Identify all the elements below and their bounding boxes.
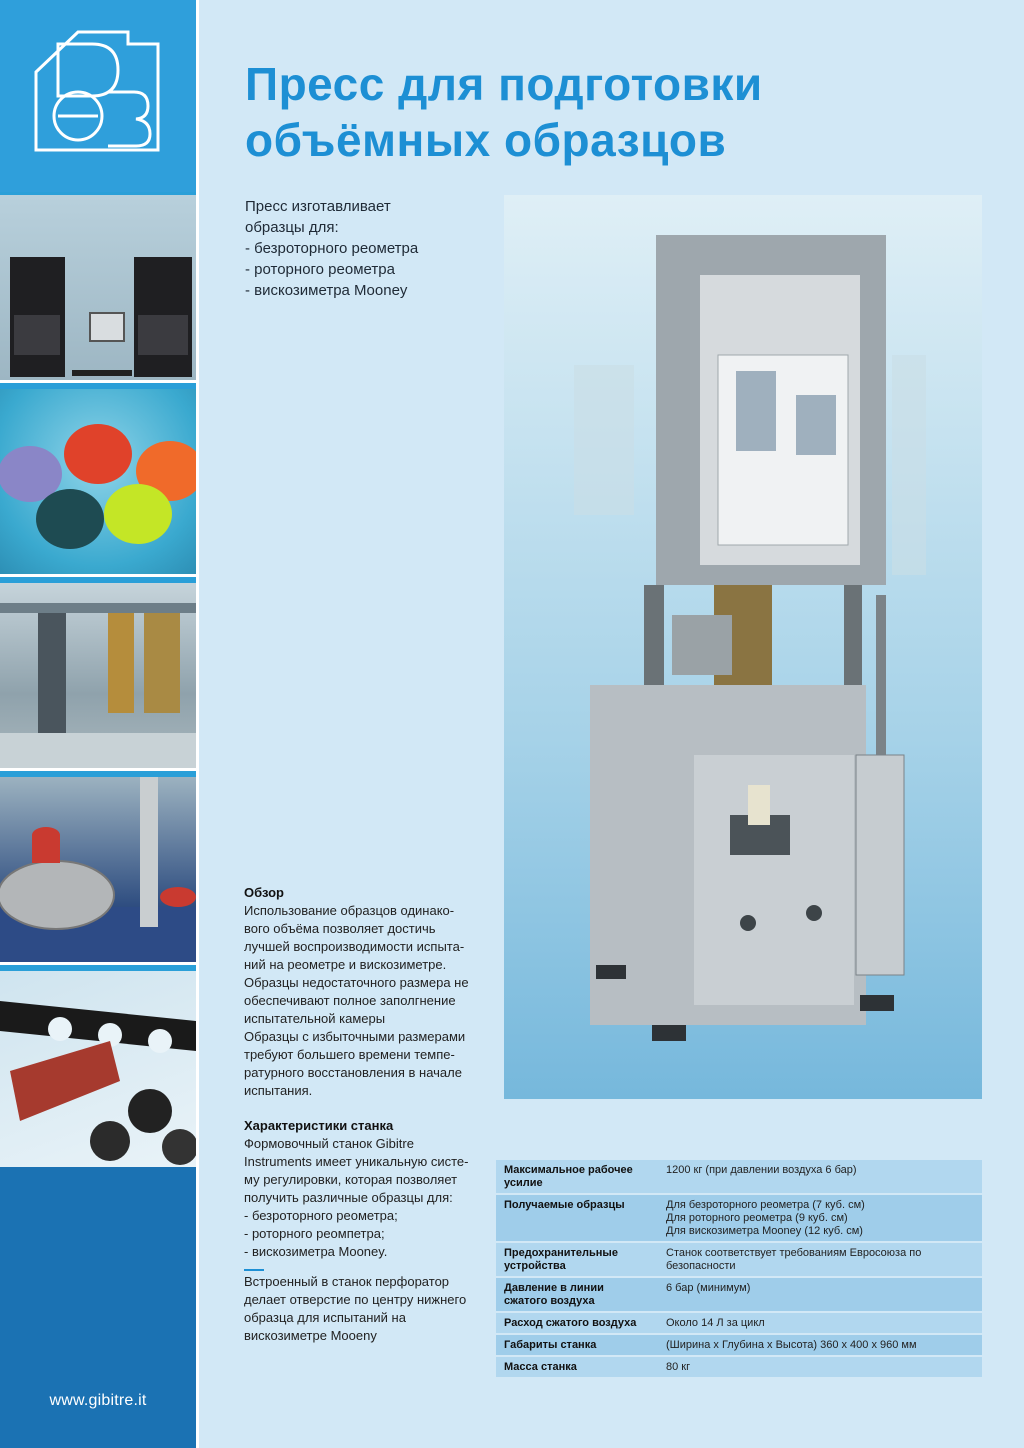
perforator-line: образца для испытаний на	[244, 1310, 406, 1325]
overview-heading: Обзор	[244, 885, 284, 900]
thumbnail-die	[0, 777, 196, 965]
overview-section	[244, 884, 489, 1100]
spec-value-line: Около 14 Л за цикл	[666, 1317, 765, 1329]
thumbnail-instruments	[0, 195, 196, 383]
overview-line: ратурного восстановления в начале	[244, 1065, 462, 1080]
overview-line: требуют большего времени темпе-	[244, 1047, 455, 1062]
intro-line: - вискозиметра Mooney	[245, 282, 408, 299]
spec-key: Получаемые образцы	[496, 1194, 658, 1242]
spec-value	[658, 1356, 982, 1378]
table-row	[496, 1312, 982, 1334]
table-row	[496, 1194, 982, 1242]
spec-key: Габариты станка	[496, 1334, 658, 1356]
overview-line: вого объёма позволяет достичь	[244, 921, 436, 936]
section-rule	[244, 1269, 264, 1271]
spec-value-line: Для вискозиметра Mooney (12 куб. см)	[666, 1225, 863, 1237]
intro-line: - безроторного реометра	[245, 240, 419, 257]
spec-key: Максимальное рабочее усилие	[496, 1160, 658, 1194]
title-line-1: Пресс для подготовки	[245, 58, 763, 110]
overview-body	[244, 902, 489, 1100]
features-line: - роторного реомпетра;	[244, 1226, 385, 1241]
intro-line: - роторного реометра	[245, 261, 395, 278]
features-line: му регулировки, которая позволяет	[244, 1172, 458, 1187]
features-section	[244, 1117, 489, 1345]
thumbnail-press-interior	[0, 583, 196, 771]
perforator-line: вискозиметре Mooeny	[244, 1328, 377, 1343]
features-line: получить различные образцы для:	[244, 1190, 453, 1205]
overview-line: испытания.	[244, 1083, 313, 1098]
spec-value	[658, 1334, 982, 1356]
spec-key: Расход сжатого воздуха	[496, 1312, 658, 1334]
title-line-2: объёмных образцов	[245, 114, 727, 166]
thumbnail-cut-samples	[0, 971, 196, 1167]
spec-value	[658, 1194, 982, 1242]
spec-key: Масса станка	[496, 1356, 658, 1378]
spec-value-line: Станок соответствует требованиям Евросоюза по безопасности	[666, 1247, 922, 1272]
features-line: Формовочный станок Gibitre	[244, 1136, 414, 1151]
features-line: - вискозиметра Mooney.	[244, 1244, 388, 1259]
overview-line: испытательной камеры	[244, 1011, 386, 1026]
table-row	[496, 1277, 982, 1312]
table-row	[496, 1356, 982, 1378]
intro-line: образцы для:	[245, 219, 339, 236]
perforator-body	[244, 1273, 489, 1345]
spec-value	[658, 1242, 982, 1277]
spec-value-line: Для роторного реометра (9 куб. см)	[666, 1212, 848, 1224]
features-line: Instruments имеет уникальную систе-	[244, 1154, 469, 1169]
intro-text	[245, 196, 485, 301]
features-heading: Характеристики станка	[244, 1118, 394, 1133]
features-body	[244, 1135, 489, 1261]
table-row	[496, 1160, 982, 1194]
overview-line: ний на реометре и вискозиметре.	[244, 957, 447, 972]
spec-value-line: 6 бар (минимум)	[666, 1282, 751, 1294]
features-line: - безроторного реометра;	[244, 1208, 398, 1223]
spec-value	[658, 1312, 982, 1334]
overview-line: Использование образцов одинако-	[244, 903, 455, 918]
spec-value-line: Для безроторного реометра (7 куб. см)	[666, 1199, 865, 1211]
machine-photo	[504, 195, 982, 1099]
overview-line: Образцы с избыточными размерами	[244, 1029, 466, 1044]
perforator-line: Встроенный в станок перфоратор	[244, 1274, 450, 1289]
spec-value-line: 80 кг	[666, 1361, 691, 1373]
spec-key: Предохранительные устройства	[496, 1242, 658, 1277]
spec-value	[658, 1160, 982, 1194]
spec-value	[658, 1277, 982, 1312]
perforator-line: делает отверстие по центру нижнего	[244, 1292, 467, 1307]
gibitre-logo-icon	[0, 0, 196, 192]
overview-line: лучшей воспроизводимости испыта-	[244, 939, 465, 954]
table-row	[496, 1242, 982, 1277]
table-row	[496, 1334, 982, 1356]
thumbnail-samples	[0, 389, 196, 577]
spec-key: Давление в линии сжатого воздуха	[496, 1277, 658, 1312]
sidebar-divider	[196, 0, 199, 1448]
spec-value-line: 1200 кг (при давлении воздуха 6 бар)	[666, 1164, 857, 1176]
logo-area	[0, 0, 196, 192]
website-url[interactable]: www.gibitre.it	[49, 1392, 147, 1409]
specs-table	[496, 1160, 982, 1379]
overview-line: обеспечивают полное заполгнение	[244, 993, 456, 1008]
spec-value-line: (Ширина х Глубина х Высота) 360 х 400 х 960 мм	[666, 1339, 917, 1351]
page-title	[245, 56, 985, 168]
overview-line: Образцы недостаточного размера не	[244, 975, 469, 990]
intro-line: Пресс изготавливает	[245, 198, 391, 215]
